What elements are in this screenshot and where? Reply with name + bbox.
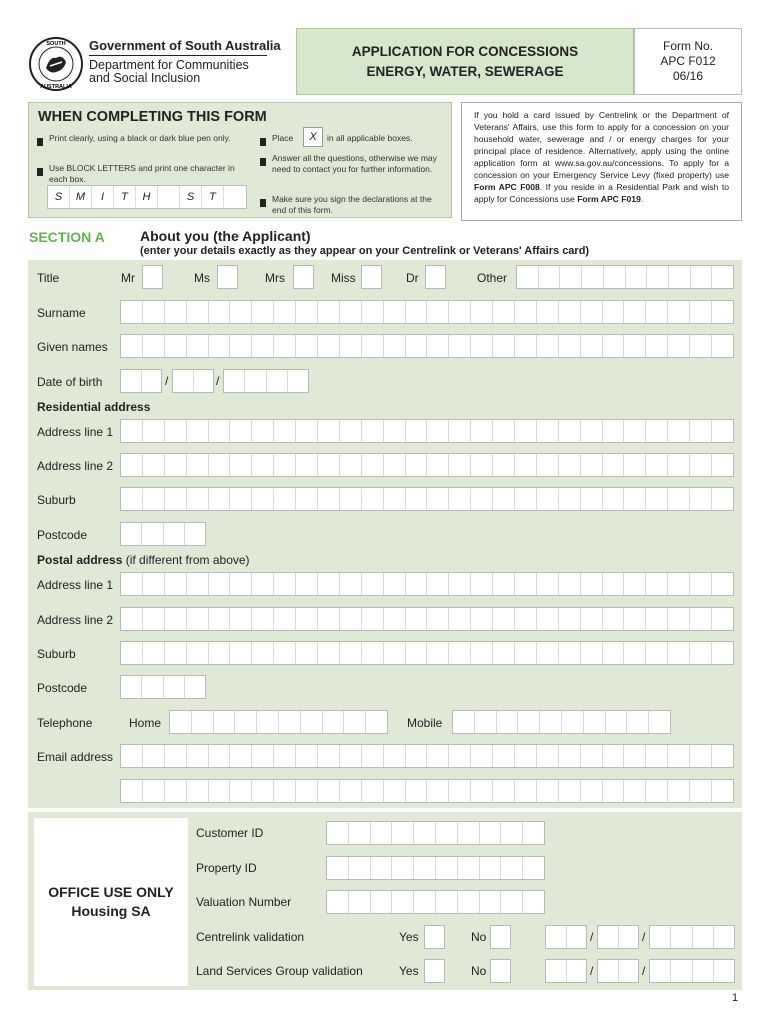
svg-text:SOUTH: SOUTH [46, 41, 66, 47]
post-suburb-input[interactable] [120, 641, 734, 665]
date-separator: / [590, 964, 594, 978]
info-box [461, 102, 742, 221]
example-char: T [114, 186, 136, 208]
example-char [224, 186, 246, 208]
valuation-number-input[interactable] [326, 890, 545, 914]
form-title-box [296, 28, 634, 95]
land-yes-checkbox[interactable] [424, 959, 445, 983]
postal-heading-text: Postal address [37, 553, 123, 567]
centrelink-month-input[interactable] [597, 925, 639, 949]
title-miss-checkbox[interactable] [361, 265, 382, 289]
mobile-phone-label: Mobile [407, 716, 443, 730]
example-char: H [136, 186, 158, 208]
office-use-subtitle: Housing SA [71, 903, 151, 919]
home-phone-label: Home [129, 716, 162, 730]
instruction-5: Make sure you sign the declarations at the end of this form. [272, 194, 432, 215]
info-form-apc-f019: Form APC F019 [577, 194, 641, 204]
example-char: S [48, 186, 70, 208]
title-miss-label: Miss [331, 271, 356, 285]
form-title-line-1: APPLICATION FOR CONCESSIONS [351, 43, 579, 59]
info-text-3: . [640, 194, 644, 204]
title-dr-label: Dr [406, 271, 419, 285]
res-postcode-input[interactable] [120, 522, 206, 546]
res-address-line-1-input[interactable] [120, 419, 734, 443]
given-names-input[interactable] [120, 334, 734, 358]
customer-id-label: Customer ID [196, 826, 264, 840]
info-form-apc-f008: Form APC F008 [474, 182, 540, 192]
form-date: 06/16 [672, 69, 704, 83]
info-text-2: . If you reside in a Residential Park and wish to apply for Concessions use [474, 182, 729, 204]
bullet-icon [260, 133, 266, 151]
post-address-line-2-input[interactable] [120, 607, 734, 631]
section-a-label: SECTION A [29, 229, 105, 245]
instruction-3b: in all applicable boxes. [327, 133, 413, 143]
email-label: Email address [37, 750, 114, 764]
svg-text:AUSTRALIA: AUSTRALIA [40, 84, 72, 90]
surname-label: Surname [37, 306, 86, 320]
title-dr-checkbox[interactable] [425, 265, 446, 289]
instructions-heading: WHEN COMPLETING THIS FORM [38, 109, 267, 125]
title-label: Title [37, 271, 60, 285]
res-address-line-2-label: Address line 2 [37, 459, 114, 473]
dob-day-input[interactable] [120, 369, 162, 393]
centrelink-day-input[interactable] [545, 925, 587, 949]
date-separator: / [165, 374, 169, 388]
land-yes-label: Yes [399, 964, 419, 978]
post-postcode-label: Postcode [37, 681, 88, 695]
example-x-box: X [303, 127, 323, 147]
form-number-box [634, 28, 742, 95]
bullet-icon [260, 194, 266, 212]
date-separator: / [590, 930, 594, 944]
res-suburb-label: Suburb [37, 493, 76, 507]
dob-year-input[interactable] [223, 369, 309, 393]
property-id-label: Property ID [196, 861, 257, 875]
email-input-line-2[interactable] [120, 779, 734, 803]
example-char: I [92, 186, 114, 208]
centrelink-validation-label: Centrelink validation [196, 930, 305, 944]
dob-label: Date of birth [37, 375, 103, 389]
postal-note: (if different from above) [125, 553, 250, 567]
government-title: Government of South Australia [89, 38, 281, 53]
section-a-title: About you (the Applicant) [140, 228, 311, 244]
bullet-icon [37, 133, 43, 151]
south-australia-logo [28, 36, 84, 92]
section-a-subtitle: (enter your details exactly as they appear on your Centrelink or Veterans' Affairs card) [140, 245, 590, 257]
land-no-checkbox[interactable] [490, 959, 511, 983]
res-address-line-1-label: Address line 1 [37, 425, 114, 439]
given-names-label: Given names [37, 340, 108, 354]
centrelink-no-checkbox[interactable] [490, 925, 511, 949]
date-separator: / [642, 964, 646, 978]
surname-input[interactable] [120, 300, 734, 324]
title-other-label: Other [477, 271, 508, 285]
customer-id-input[interactable] [326, 821, 545, 845]
bullet-icon [37, 163, 43, 181]
mobile-phone-input[interactable] [452, 710, 671, 734]
post-address-line-1-input[interactable] [120, 572, 734, 596]
valuation-number-label: Valuation Number [196, 895, 292, 909]
example-boxes-smith [47, 185, 247, 209]
land-no-label: No [471, 964, 487, 978]
page-number: 1 [732, 992, 739, 1004]
res-address-line-2-input[interactable] [120, 453, 734, 477]
telephone-label: Telephone [37, 716, 93, 730]
residential-address-heading: Residential address [37, 400, 151, 414]
land-services-validation-label: Land Services Group validation [196, 964, 363, 978]
property-id-input[interactable] [326, 856, 545, 880]
department-line-1: Department for Communities [89, 58, 249, 72]
department-line-2: and Social Inclusion [89, 71, 201, 85]
land-day-input[interactable] [545, 959, 587, 983]
date-separator: / [642, 930, 646, 944]
title-ms-checkbox[interactable] [217, 265, 238, 289]
post-address-line-1-label: Address line 1 [37, 578, 114, 592]
info-text-1: If you hold a card issued by Centrelink or the Department of Veterans' Affairs, use this form to apply for a concession on your household water, sewerage and / or energy charges for your principal place of residence. Alternatively, apply using the online application form at www.sa.gov.au/concessions. To apply for a concession on your Emergency Service Levy (fixed property) use [474, 110, 729, 180]
form-no: APC F012 [660, 54, 716, 68]
example-char: T [202, 186, 224, 208]
instruction-2: Use BLOCK LETTERS and print one character in each box. [49, 163, 235, 184]
home-phone-input[interactable] [169, 710, 388, 734]
office-use-title-box [34, 818, 188, 986]
form-no-label: Form No. [662, 39, 713, 53]
res-suburb-input[interactable] [120, 487, 734, 511]
land-month-input[interactable] [597, 959, 639, 983]
post-address-line-2-label: Address line 2 [37, 613, 114, 627]
title-mr-label: Mr [121, 271, 135, 285]
example-char: S [180, 186, 202, 208]
land-year-input[interactable] [649, 959, 735, 983]
post-suburb-label: Suburb [37, 647, 76, 661]
bullet-icon [260, 153, 266, 171]
centrelink-yes-label: Yes [399, 930, 419, 944]
example-char: M [70, 186, 92, 208]
instruction-3a: Place [272, 133, 294, 143]
instruction-1: Print clearly, using a black or dark blue pen only. [49, 133, 231, 143]
post-postcode-input[interactable] [120, 675, 206, 699]
email-input-line-1[interactable] [120, 744, 734, 768]
instruction-4: Answer all the questions, otherwise we may need to contact you for further information. [272, 153, 437, 174]
title-mrs-label: Mrs [265, 271, 285, 285]
title-mrs-checkbox[interactable] [293, 265, 314, 289]
office-use-title: OFFICE USE ONLY [48, 884, 174, 900]
res-postcode-label: Postcode [37, 528, 88, 542]
form-title-line-2: ENERGY, WATER, SEWERAGE [366, 63, 564, 79]
title-ms-label: Ms [194, 271, 210, 285]
title-other-input[interactable] [516, 265, 734, 289]
dob-month-input[interactable] [172, 369, 214, 393]
date-separator: / [216, 374, 220, 388]
centrelink-year-input[interactable] [649, 925, 735, 949]
centrelink-no-label: No [471, 930, 487, 944]
title-mr-checkbox[interactable] [142, 265, 163, 289]
title-rule [89, 55, 267, 56]
centrelink-yes-checkbox[interactable] [424, 925, 445, 949]
example-char [158, 186, 180, 208]
postal-address-heading [37, 553, 250, 567]
